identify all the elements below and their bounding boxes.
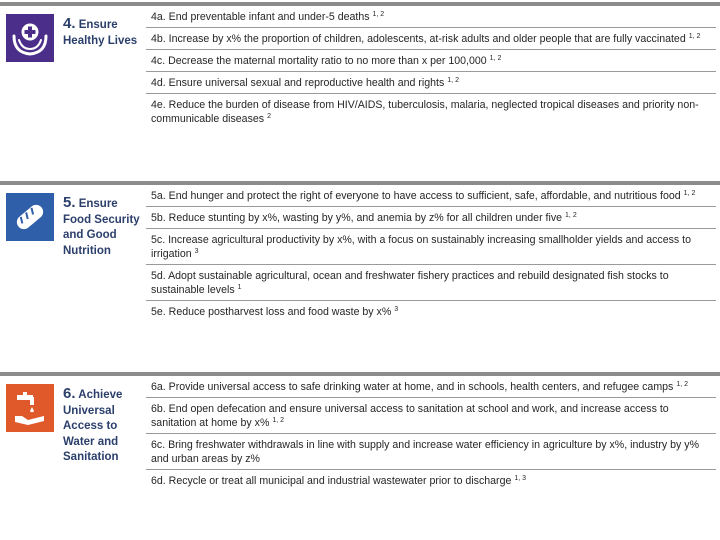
goal-6-number: 6. — [63, 385, 76, 402]
target-5c: 5c. Increase agricultural productivity by x%, with a focus on sustainably increasing smallholder yields and access to irrigation $^3$ — [146, 229, 716, 265]
goal-5-title — [63, 195, 143, 259]
target-6d: 6d. Recycle or treat all municipal and industrial wastewater prior to discharge $^{1, 3}$ — [151, 475, 527, 487]
goal-5-targets — [146, 185, 716, 322]
water-tap-icon — [6, 384, 54, 432]
goal-6-title — [63, 386, 143, 466]
target-5d: 5d. Adopt sustainable agricultural, ocean and freshwater fishery practices and rebuild designated fish stocks to sustainable levels $^1$ — [146, 265, 716, 301]
goal-6-title-text: Achieve Universal Access to Water and Sanitation — [63, 389, 123, 463]
goal-4-title — [63, 16, 143, 49]
goal-4-number: 4. — [63, 15, 76, 32]
target-4e: 4e. Reduce the burden of disease from HIV/AIDS, tuberculosis, malaria, neglected tropical diseases and priority non-communicable diseases $^2$ — [151, 99, 699, 125]
goal-4-title-text: Ensure Healthy Lives — [63, 19, 138, 47]
goal-6-targets — [146, 376, 716, 491]
target-6c: 6c. Bring freshwater withdrawals in line with supply and increase water efficiency in agriculture by x%, industry by y% and urban areas by z% — [146, 434, 716, 470]
target-5a: 5a. End hunger and protect the right of everyone to have access to sufficient, safe, affordable, and nutritious food $^{1, 2}$ — [146, 185, 716, 207]
bread-icon — [6, 193, 54, 241]
target-6a: 6a. Provide universal access to safe drinking water at home, and in schools, health centers, and refugee camps $^{1, 2}$ — [146, 376, 716, 398]
target-5e: 5e. Reduce postharvest loss and food waste by x% $^3$ — [151, 306, 399, 318]
target-4b: 4b. Increase by x% the proportion of children, adolescents, at-risk adults and older people that are fully vaccinated $^{1, 2}$ — [146, 28, 716, 50]
target-4d: 4d. Ensure universal sexual and reproductive health and rights $^{1, 2}$ — [146, 72, 716, 94]
goal-5-title-text: Ensure Food Security and Good Nutrition — [63, 198, 140, 257]
goal-4-section — [0, 2, 720, 176]
health-cross-icon — [6, 14, 54, 62]
goal-5-number: 5. — [63, 194, 76, 211]
target-4a: 4a. End preventable infant and under-5 deaths $^{1, 2}$ — [146, 6, 716, 28]
goal-4-targets — [146, 6, 716, 129]
goal-5-section — [0, 181, 720, 372]
target-6b: 6b. End open defecation and ensure universal access to sanitation at school and work, and increase access to sanitation at home by x% $^{1, 2}$ — [146, 398, 716, 434]
target-5b: 5b. Reduce stunting by x%, wasting by y%, and anemia by z% for all children under five $^{1, 2}$ — [146, 207, 716, 229]
target-4c: 4c. Decrease the maternal mortality ratio to no more than x per 100,000 $^{1, 2}$ — [146, 50, 716, 72]
goal-6-section — [0, 372, 720, 540]
